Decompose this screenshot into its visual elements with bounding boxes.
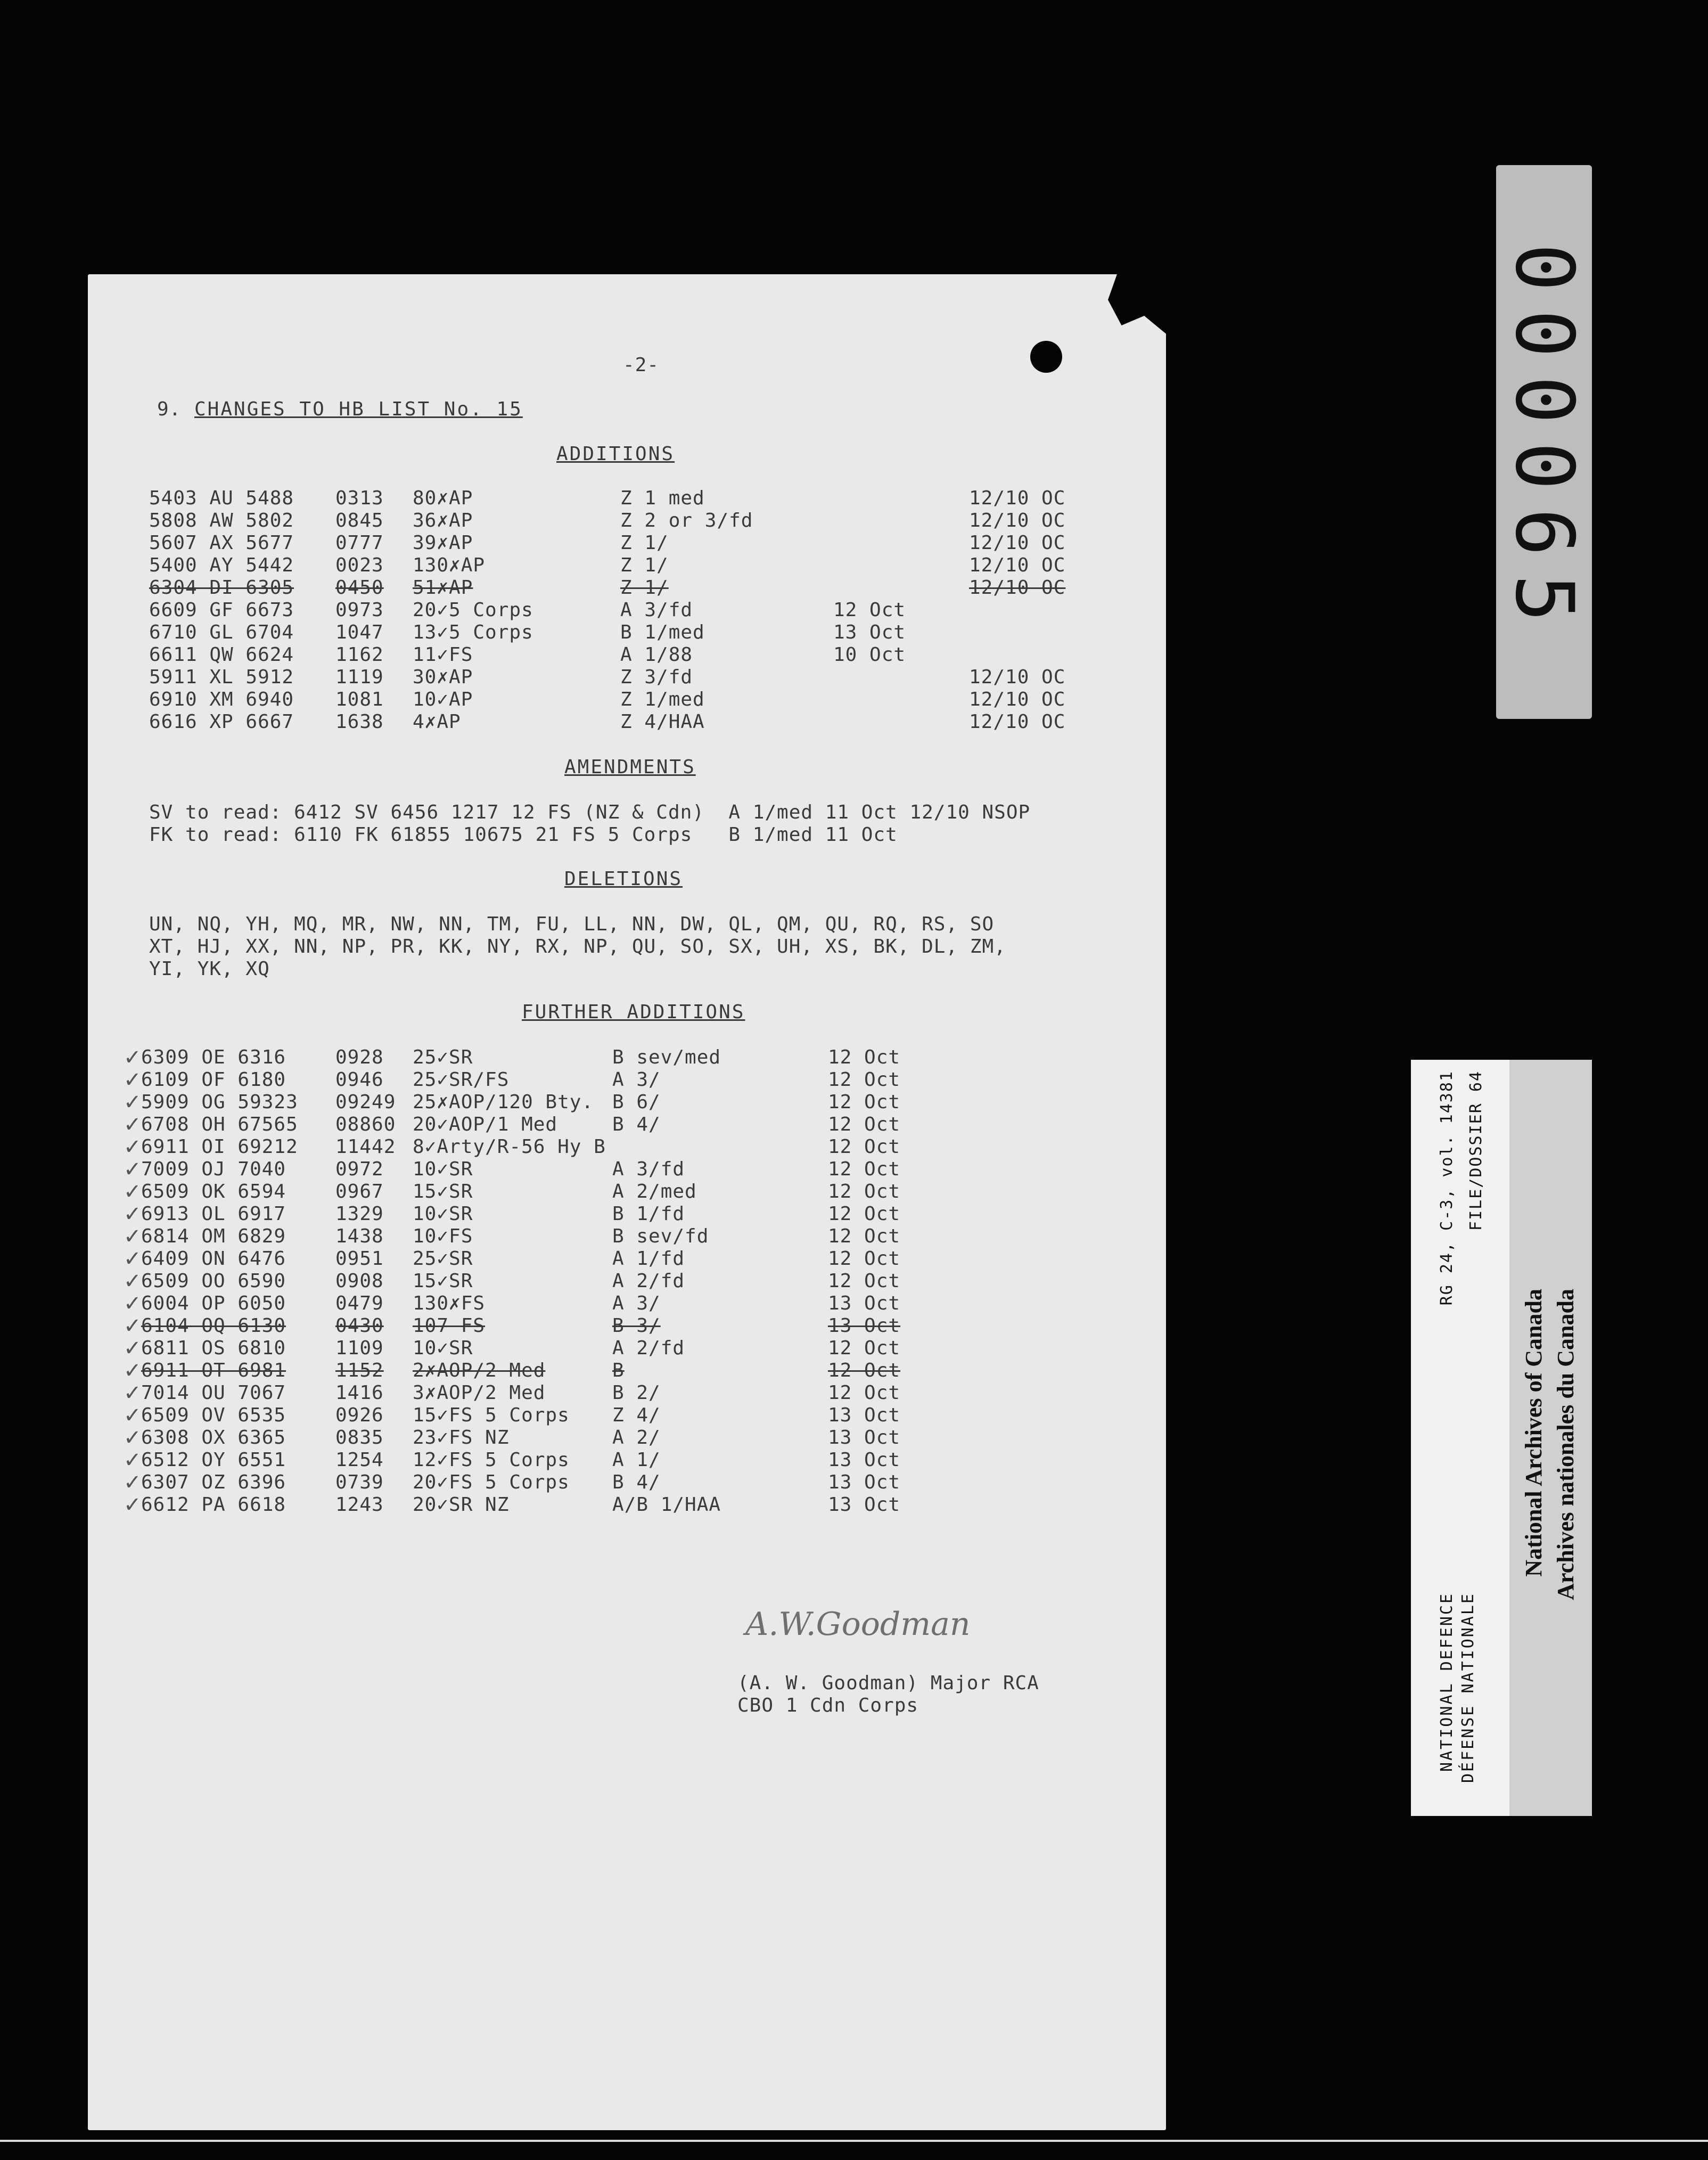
addition-row-d: Z 1/ <box>620 532 669 554</box>
check-mark-icon: ✓ <box>124 1269 142 1294</box>
check-mark-icon: ✓ <box>124 1470 142 1495</box>
archive-file-number: FILE/DOSSIER 64 <box>1467 1070 1485 1231</box>
addition-row-e: 13 Oct <box>833 621 906 643</box>
further-row-d: B 4/ <box>612 1471 661 1493</box>
further-row-d: A 2/fd <box>612 1270 685 1292</box>
further-row-b: 1243 <box>335 1494 384 1516</box>
further-row-c: 130✗FS <box>413 1292 486 1314</box>
check-mark-icon: ✓ <box>124 1180 142 1204</box>
further-row-e: 13 Oct <box>828 1449 901 1471</box>
archives-name-french: Archives nationales du Canada <box>1553 1289 1579 1600</box>
further-row-a: 6811 OS 6810 <box>141 1337 286 1359</box>
addition-row-b: 0973 <box>335 599 384 621</box>
further-row-d: B sev/med <box>612 1046 721 1068</box>
addition-row-b: 1638 <box>335 711 384 733</box>
further-row-b: 1152 <box>335 1360 384 1381</box>
amendment-line: FK to read: 6110 FK 61855 10675 21 FS 5 Corps B 1/med 11 Oct <box>149 824 898 846</box>
check-mark-icon: ✓ <box>124 1090 142 1115</box>
addition-row-d: Z 1 med <box>620 487 705 509</box>
further-row-d: B 6/ <box>612 1091 661 1113</box>
further-row-b: 0739 <box>335 1471 384 1493</box>
check-mark-icon: ✓ <box>124 1045 142 1070</box>
amendment-line: SV to read: 6412 SV 6456 1217 12 FS (NZ & Cdn) A 1/med 11 Oct 12/10 NSOP <box>149 801 1031 823</box>
further-row-a: 6612 PA 6618 <box>141 1494 286 1516</box>
further-row-a: 7014 OU 7067 <box>141 1382 286 1404</box>
amendments-heading: AMENDMENTS <box>564 756 696 778</box>
further-row-b: 0951 <box>335 1248 384 1270</box>
further-row-b: 11442 <box>335 1136 396 1158</box>
further-row-a: 6104 OQ 6130 <box>141 1315 286 1337</box>
frame-number-strip <box>1496 165 1592 719</box>
addition-row-c: 10✓AP <box>413 689 473 710</box>
dnd-english: NATIONAL DEFENCE <box>1438 1592 1456 1772</box>
addition-row-c: 80✗AP <box>413 487 473 509</box>
check-mark-icon: ✓ <box>124 1291 142 1316</box>
further-row-e: 12 Oct <box>828 1248 901 1270</box>
addition-row-c: 130✗AP <box>413 554 486 576</box>
further-row-c: 25✓SR/FS <box>413 1069 510 1091</box>
addition-row-f: 12/10 OC <box>969 532 1066 554</box>
further-row-b: 1438 <box>335 1225 384 1247</box>
further-row-c: 25✓SR <box>413 1046 473 1068</box>
addition-row-f: 12/10 OC <box>969 510 1066 531</box>
further-row-d: B 3/ <box>612 1315 661 1337</box>
further-row-e: 12 Oct <box>828 1270 901 1292</box>
addition-row-b: 0777 <box>335 532 384 554</box>
addition-row-d: B 1/med <box>620 621 705 643</box>
check-mark-icon: ✓ <box>124 1314 142 1338</box>
further-row-b: 1329 <box>335 1203 384 1225</box>
further-row-d: B 1/fd <box>612 1203 685 1225</box>
further-row-d: A/B 1/HAA <box>612 1494 721 1516</box>
addition-row-c: 36✗AP <box>413 510 473 531</box>
further-row-c: 20✓AOP/1 Med <box>413 1114 558 1135</box>
further-row-e: 12 Oct <box>828 1337 901 1359</box>
further-row-c: 12✓FS 5 Corps <box>413 1449 570 1471</box>
further-row-e: 13 Oct <box>828 1404 901 1426</box>
further-row-c: 10✓SR <box>413 1337 473 1359</box>
further-row-a: 6913 OL 6917 <box>141 1203 286 1225</box>
addition-row-d: Z 1/ <box>620 577 669 599</box>
further-row-d: B 4/ <box>612 1114 661 1135</box>
further-row-e: 13 Oct <box>828 1471 901 1493</box>
further-row-b: 0479 <box>335 1292 384 1314</box>
further-row-c: 10✓FS <box>413 1225 473 1247</box>
further-row-d: A 3/fd <box>612 1158 685 1180</box>
further-row-e: 12 Oct <box>828 1360 901 1381</box>
further-row-b: 0967 <box>335 1181 384 1202</box>
deletions-heading: DELETIONS <box>564 868 683 890</box>
addition-row-a: 5607 AX 5677 <box>149 532 294 554</box>
check-mark-icon: ✓ <box>124 1426 142 1450</box>
further-row-e: 12 Oct <box>828 1225 901 1247</box>
further-row-e: 13 Oct <box>828 1494 901 1516</box>
further-row-b: 0972 <box>335 1158 384 1180</box>
deletions-line: XT, HJ, XX, NN, NP, PR, KK, NY, RX, NP, QU, SO, SX, UH, XS, BK, DL, ZM, <box>149 936 1006 958</box>
addition-row-d: A 3/fd <box>620 599 693 621</box>
check-mark-icon: ✓ <box>124 1224 142 1249</box>
further-row-e: 12 Oct <box>828 1046 901 1068</box>
addition-row-a: 5403 AU 5488 <box>149 487 294 509</box>
further-row-e: 12 Oct <box>828 1069 901 1091</box>
check-mark-icon: ✓ <box>124 1448 142 1472</box>
further-row-c: 2✗AOP/2 Med <box>413 1360 546 1381</box>
further-row-d: A 3/ <box>612 1292 661 1314</box>
further-row-c: 20✓SR NZ <box>413 1494 510 1516</box>
addition-row-a: 6616 XP 6667 <box>149 711 294 733</box>
addition-row-c: 20✓5 Corps <box>413 599 533 621</box>
addition-row-a: 6611 QW 6624 <box>149 644 294 666</box>
further-row-e: 12 Oct <box>828 1181 901 1202</box>
further-row-a: 7009 OJ 7040 <box>141 1158 286 1180</box>
addition-row-f: 12/10 OC <box>969 487 1066 509</box>
check-mark-icon: ✓ <box>124 1493 142 1517</box>
addition-row-d: Z 1/ <box>620 554 669 576</box>
further-row-d: A 3/ <box>612 1069 661 1091</box>
check-mark-icon: ✓ <box>124 1336 142 1361</box>
further-additions-heading: FURTHER ADDITIONS <box>522 1001 745 1023</box>
further-row-d: B 2/ <box>612 1382 661 1404</box>
frame-number: 000065 <box>1498 243 1590 641</box>
further-row-a: 6509 OO 6590 <box>141 1270 286 1292</box>
section-title: CHANGES TO HB LIST No. 15 <box>194 398 523 420</box>
further-row-b: 09249 <box>335 1091 396 1113</box>
handwritten-signature: A.W.Goodman <box>745 1606 971 1643</box>
check-mark-icon: ✓ <box>124 1202 142 1226</box>
addition-row-b: 0023 <box>335 554 384 576</box>
addition-row-e: 12 Oct <box>833 599 906 621</box>
further-row-d: B sev/fd <box>612 1225 709 1247</box>
further-row-a: 6409 ON 6476 <box>141 1248 286 1270</box>
addition-row-c: 13✓5 Corps <box>413 621 533 643</box>
further-row-d: A 1/fd <box>612 1248 685 1270</box>
further-row-e: 13 Oct <box>828 1315 901 1337</box>
further-row-c: 23✓FS NZ <box>413 1427 510 1449</box>
addition-row-b: 1162 <box>335 644 384 666</box>
further-row-b: 1254 <box>335 1449 384 1471</box>
further-row-b: 0430 <box>335 1315 384 1337</box>
further-row-e: 12 Oct <box>828 1382 901 1404</box>
dnd-french: DÉFENSE NATIONALE <box>1459 1592 1477 1783</box>
further-row-a: 6512 OY 6551 <box>141 1449 286 1471</box>
addition-row-c: 51✗AP <box>413 577 473 599</box>
film-edge-line <box>0 2140 1708 2142</box>
addition-row-f: 12/10 OC <box>969 689 1066 710</box>
check-mark-icon: ✓ <box>124 1381 142 1405</box>
further-row-b: 1416 <box>335 1382 384 1404</box>
addition-row-b: 1047 <box>335 621 384 643</box>
further-row-c: 107 FS <box>413 1315 486 1337</box>
further-row-c: 3✗AOP/2 Med <box>413 1382 546 1404</box>
further-row-a: 6308 OX 6365 <box>141 1427 286 1449</box>
further-row-c: 10✓SR <box>413 1158 473 1180</box>
further-row-c: 10✓SR <box>413 1203 473 1225</box>
further-row-a: 6509 OV 6535 <box>141 1404 286 1426</box>
further-row-a: 6109 OF 6180 <box>141 1069 286 1091</box>
addition-row-a: 6304 DI 6305 <box>149 577 294 599</box>
further-row-a: 6307 OZ 6396 <box>141 1471 286 1493</box>
addition-row-c: 4✗AP <box>413 711 461 733</box>
further-row-b: 0908 <box>335 1270 384 1292</box>
further-row-e: 12 Oct <box>828 1114 901 1135</box>
further-row-a: 6911 OI 69212 <box>141 1136 298 1158</box>
further-row-b: 0928 <box>335 1046 384 1068</box>
deletions-line: YI, YK, XQ <box>149 958 270 980</box>
addition-row-f: 12/10 OC <box>969 554 1066 576</box>
check-mark-icon: ✓ <box>124 1247 142 1271</box>
further-row-c: 15✓FS 5 Corps <box>413 1404 570 1426</box>
further-row-c: 25✓SR <box>413 1248 473 1270</box>
further-row-b: 08860 <box>335 1114 396 1135</box>
further-row-e: 13 Oct <box>828 1292 901 1314</box>
addition-row-a: 5400 AY 5442 <box>149 554 294 576</box>
addition-row-a: 6609 GF 6673 <box>149 599 294 621</box>
further-row-c: 8✓Arty/R-56 Hy B <box>413 1136 606 1158</box>
further-row-b: 0835 <box>335 1427 384 1449</box>
punch-hole <box>1030 341 1062 373</box>
signature-name-line: (A. W. Goodman) Major RCA <box>737 1672 1039 1694</box>
addition-row-a: 5911 XL 5912 <box>149 666 294 688</box>
check-mark-icon: ✓ <box>124 1157 142 1182</box>
archives-name-english: National Archives of Canada <box>1521 1289 1547 1577</box>
further-row-a: 6911 OT 6981 <box>141 1360 286 1381</box>
further-row-e: 12 Oct <box>828 1158 901 1180</box>
check-mark-icon: ✓ <box>124 1359 142 1383</box>
addition-row-b: 1119 <box>335 666 384 688</box>
section-number: 9. <box>157 398 182 420</box>
further-row-e: 13 Oct <box>828 1427 901 1449</box>
further-row-d: A 2/med <box>612 1181 697 1202</box>
addition-row-b: 0313 <box>335 487 384 509</box>
further-row-c: 15✓SR <box>413 1181 473 1202</box>
further-row-a: 5909 OG 59323 <box>141 1091 298 1113</box>
addition-row-c: 30✗AP <box>413 666 473 688</box>
further-row-a: 6309 OE 6316 <box>141 1046 286 1068</box>
addition-row-f: 12/10 OC <box>969 711 1066 733</box>
further-row-d: A 2/ <box>612 1427 661 1449</box>
check-mark-icon: ✓ <box>124 1112 142 1137</box>
addition-row-b: 1081 <box>335 689 384 710</box>
further-row-c: 20✓FS 5 Corps <box>413 1471 570 1493</box>
addition-row-f: 12/10 OC <box>969 577 1066 599</box>
addition-row-f: 12/10 OC <box>969 666 1066 688</box>
addition-row-d: Z 3/fd <box>620 666 693 688</box>
further-row-a: 6004 OP 6050 <box>141 1292 286 1314</box>
addition-row-b: 0845 <box>335 510 384 531</box>
further-row-c: 25✗AOP/120 Bty. <box>413 1091 594 1113</box>
further-row-b: 0946 <box>335 1069 384 1091</box>
addition-row-a: 6910 XM 6940 <box>149 689 294 710</box>
addition-row-a: 5808 AW 5802 <box>149 510 294 531</box>
further-row-d: Z 4/ <box>612 1404 661 1426</box>
further-row-e: 12 Oct <box>828 1091 901 1113</box>
check-mark-icon: ✓ <box>124 1068 142 1092</box>
addition-row-d: Z 4/HAA <box>620 711 705 733</box>
further-row-a: 6509 OK 6594 <box>141 1181 286 1202</box>
addition-row-e: 10 Oct <box>833 644 906 666</box>
check-mark-icon: ✓ <box>124 1403 142 1428</box>
addition-row-a: 6710 GL 6704 <box>149 621 294 643</box>
page-number: -2- <box>623 354 660 376</box>
further-row-d: A 2/fd <box>612 1337 685 1359</box>
further-row-a: 6708 OH 67565 <box>141 1114 298 1135</box>
addition-row-b: 0450 <box>335 577 384 599</box>
addition-row-d: A 1/88 <box>620 644 693 666</box>
further-row-b: 1109 <box>335 1337 384 1359</box>
addition-row-d: Z 2 or 3/fd <box>620 510 753 531</box>
signature-unit-line: CBO 1 Cdn Corps <box>737 1695 919 1716</box>
further-row-c: 15✓SR <box>413 1270 473 1292</box>
addition-row-d: Z 1/med <box>620 689 705 710</box>
archive-reference: RG 24, C-3, vol. 14381 <box>1438 1070 1456 1306</box>
further-row-b: 0926 <box>335 1404 384 1426</box>
further-row-e: 12 Oct <box>828 1203 901 1225</box>
further-row-d: B <box>612 1360 625 1381</box>
addition-row-c: 39✗AP <box>413 532 473 554</box>
further-row-a: 6814 OM 6829 <box>141 1225 286 1247</box>
deletions-line: UN, NQ, YH, MQ, MR, NW, NN, TM, FU, LL, NN, DW, QL, QM, QU, RQ, RS, SO <box>149 913 995 935</box>
check-mark-icon: ✓ <box>124 1135 142 1159</box>
further-row-e: 12 Oct <box>828 1136 901 1158</box>
additions-heading: ADDITIONS <box>556 443 675 465</box>
further-row-d: A 1/ <box>612 1449 661 1471</box>
addition-row-c: 11✓FS <box>413 644 473 666</box>
